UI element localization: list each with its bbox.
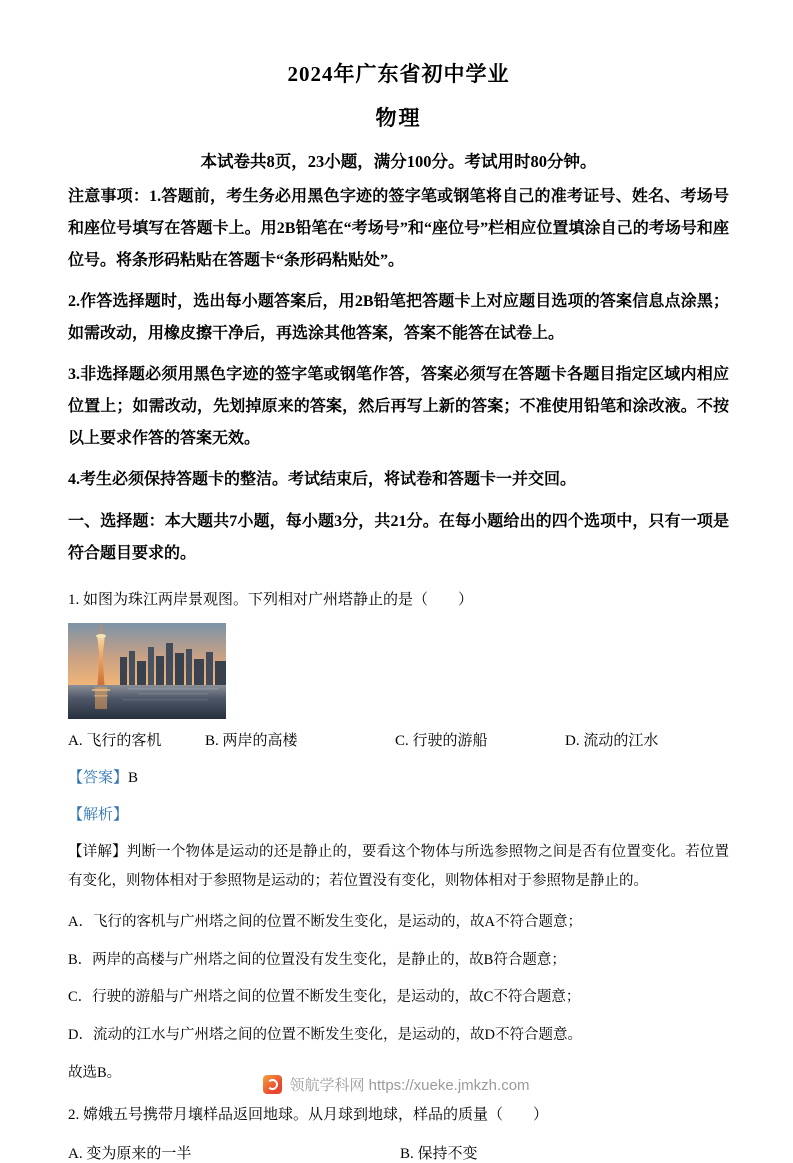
notice-paragraph-1: 注意事项：1.答题前，考生务必用黑色字迹的签字笔或钢笔将自己的准考证号、姓名、考场号和座位号填写在答题卡上。用2B铅笔在“考场号”和“座位号”栏相应位置填涂自己的考场号和座位号。将条形码粘贴在答题卡“条形码粘贴处”。 xyxy=(68,188,729,269)
q1-detail-line-c: C．行驶的游船与广州塔之间的位置不断发生变化，是运动的，故C不符合题意； xyxy=(68,989,581,1006)
notice-paragraph-4: 4.考生必须保持答题卡的整洁。考试结束后，将试卷和答题卡一并交回。 xyxy=(68,471,577,488)
detail-text: 判断一个物体是运动的还是静止的，要看这个物体与所选参照物之间是否有位置变化。若位置有变化，则物体相对于参照物是运动的；若位置没有变化，则物体相对于参照物是静止的。 xyxy=(68,843,730,890)
q1-option-c: C. 行驶的游船 xyxy=(395,732,488,749)
answer-value: B xyxy=(128,769,139,786)
q1-option-d: D. 流动的江水 xyxy=(565,732,659,749)
q1-answer-line xyxy=(68,766,729,787)
question-2-stem: 2. 嫦娥五号携带月壤样品返回地球。从月球到地球，样品的质量（ ） xyxy=(68,1107,549,1124)
footer-site-text: 领航学科网 https://xueke.jmkzh.com xyxy=(289,1077,530,1094)
exam-info-line: 本试卷共8页，23小题，满分100分。考试用时80分钟。 xyxy=(200,152,597,171)
q1-detail-line-a: A．飞行的客机与广州塔之间的位置不断发生变化，是运动的，故A不符合题意； xyxy=(68,913,582,930)
q1-analysis-line xyxy=(68,803,729,824)
q1-option-a: A. 飞行的客机 xyxy=(68,732,162,749)
analysis-label: 【解析】 xyxy=(68,806,129,823)
detail-label: 【详解】 xyxy=(68,843,127,860)
q1-detail-line-b: B．两岸的高楼与广州塔之间的位置没有发生变化，是静止的，故B符合题意； xyxy=(68,951,566,968)
question-1-options xyxy=(68,729,729,750)
site-logo-icon xyxy=(263,1075,282,1094)
q1-conclusion: 故选B。 xyxy=(68,1064,122,1081)
q1-detail-paragraph xyxy=(68,838,729,897)
notice-paragraph-3: 3.非选择题必须用黑色字迹的签字笔或钢笔作答，答案必须写在答题卡各题目指定区域内相应位置上；如需改动，先划掉原来的答案，然后再写上新的答案；不准使用铅笔和涂改液。不按以上要求作答的答案无效。 xyxy=(68,366,729,447)
q2-option-b: B. 保持不变 xyxy=(400,1145,478,1162)
question-1-stem: 1. 如图为珠江两岸景观图。下列相对广州塔静止的是（ ） xyxy=(68,592,474,608)
site-footer xyxy=(0,1074,793,1098)
answer-label: 【答案】 xyxy=(68,769,129,786)
question-2-options xyxy=(68,1142,729,1163)
notice-paragraph-2: 2.作答选择题时，选出每小题答案后，用2B铅笔把答题卡上对应题目选项的答案信息点涂黑；如需改动，用橡皮擦干净后，再选涂其他答案，答案不能答在试卷上。 xyxy=(68,293,729,342)
paper-title-line2: 物理 xyxy=(375,106,422,130)
section-heading-choice-questions: 一、选择题：本大题共7小题，每小题3分，共21分。在每小题给出的四个选项中，只有一项是符合题目要求的。 xyxy=(68,513,729,562)
q1-option-b: B. 两岸的高楼 xyxy=(205,732,298,749)
question-1-scenery-image xyxy=(68,623,226,719)
q2-option-a: A. 变为原来的一半 xyxy=(68,1145,192,1162)
paper-title-line1: 2024年广东省初中学业 xyxy=(287,62,510,86)
q1-detail-line-d: D．流动的江水与广州塔之间的位置不断发生变化，是运动的，故D不符合题意。 xyxy=(68,1026,582,1043)
